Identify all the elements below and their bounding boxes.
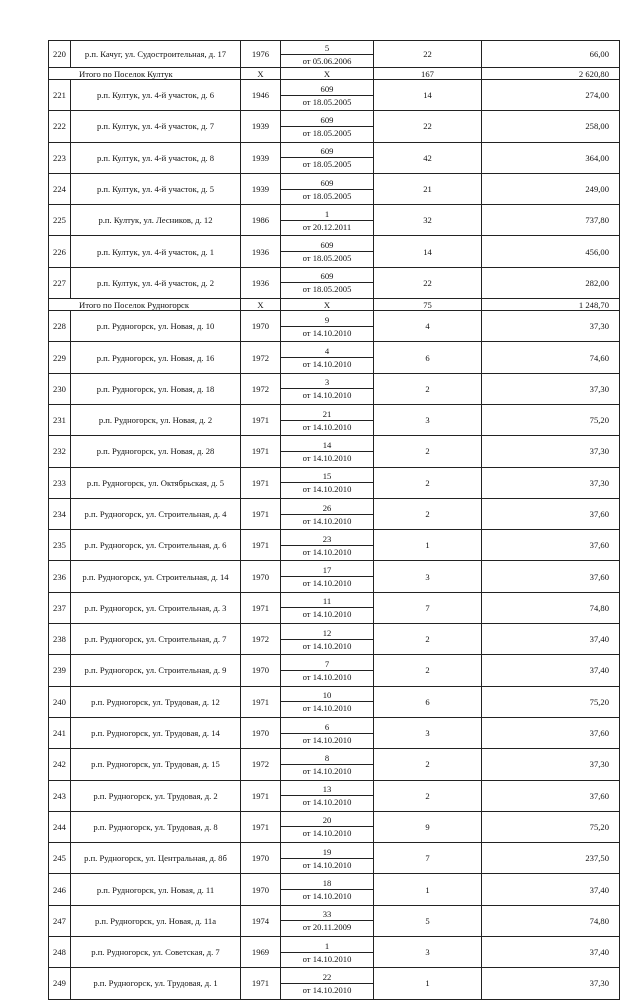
row-number: 245 xyxy=(49,843,71,874)
document-cell xyxy=(281,843,374,874)
build-year: 1972 xyxy=(241,373,281,404)
amount-value: 258,00 xyxy=(482,111,620,142)
document-cell xyxy=(281,404,374,435)
total-row xyxy=(49,299,620,311)
row-number: 224 xyxy=(49,173,71,204)
amount-value: 37,30 xyxy=(482,968,620,999)
document-date: от 14.10.2010 xyxy=(302,452,352,463)
row-number: 230 xyxy=(49,373,71,404)
build-year: 1971 xyxy=(241,811,281,842)
row-number: 227 xyxy=(49,267,71,298)
building-address: р.п. Рудногорск, ул. Октябрьская, д. 5 xyxy=(71,467,241,498)
total-amount: 1 248,70 xyxy=(482,299,620,311)
amount-value: 37,30 xyxy=(482,311,620,342)
amount-value: 75,20 xyxy=(482,686,620,717)
total-count: 75 xyxy=(374,299,482,311)
count-value: 21 xyxy=(374,173,482,204)
document-date: от 20.12.2011 xyxy=(302,221,352,232)
document-cell xyxy=(281,173,374,204)
document-date: от 14.10.2010 xyxy=(302,609,352,620)
building-address: р.п. Рудногорск, ул. Новая, д. 11а xyxy=(71,905,241,936)
table-row xyxy=(49,686,620,717)
document-date: от 14.10.2010 xyxy=(302,421,352,432)
document-number: 11 xyxy=(281,595,373,608)
row-number: 223 xyxy=(49,142,71,173)
document-number: 17 xyxy=(281,564,373,577)
document-date: от 14.10.2010 xyxy=(302,828,352,839)
document-cell xyxy=(281,717,374,748)
table-row xyxy=(49,373,620,404)
amount-value: 249,00 xyxy=(482,173,620,204)
row-number: 247 xyxy=(49,905,71,936)
document-cell xyxy=(281,968,374,999)
amount-value: 37,40 xyxy=(482,937,620,968)
amount-value: 66,00 xyxy=(482,41,620,68)
document-date: от 14.10.2010 xyxy=(302,891,352,902)
document-date: от 18.05.2005 xyxy=(302,253,352,264)
document-number: 5 xyxy=(281,42,373,55)
amount-value: 364,00 xyxy=(482,142,620,173)
row-number: 240 xyxy=(49,686,71,717)
building-address: р.п. Рудногорск, ул. Трудовая, д. 12 xyxy=(71,686,241,717)
row-number: 241 xyxy=(49,717,71,748)
building-address: р.п. Рудногорск, ул. Строительная, д. 7 xyxy=(71,624,241,655)
row-number: 233 xyxy=(49,467,71,498)
document-cell xyxy=(281,937,374,968)
document-date: от 14.10.2010 xyxy=(302,515,352,526)
total-label: Итого по Поселок Рудногорск xyxy=(49,299,241,311)
building-address: р.п. Рудногорск, ул. Строительная, д. 9 xyxy=(71,655,241,686)
document-number: 8 xyxy=(281,752,373,765)
document-number: 7 xyxy=(281,658,373,671)
table-row xyxy=(49,267,620,298)
total-year-mark: X xyxy=(241,68,281,80)
table-row xyxy=(49,173,620,204)
document-number: 1 xyxy=(281,208,373,221)
build-year: 1970 xyxy=(241,561,281,592)
build-year: 1970 xyxy=(241,874,281,905)
document-date: от 14.10.2010 xyxy=(302,671,352,682)
row-number: 221 xyxy=(49,80,71,111)
build-year: 1986 xyxy=(241,205,281,236)
count-value: 14 xyxy=(374,236,482,267)
row-number: 228 xyxy=(49,311,71,342)
table-row xyxy=(49,592,620,623)
table-row xyxy=(49,530,620,561)
building-address: р.п. Рудногорск, ул. Новая, д. 28 xyxy=(71,436,241,467)
building-address: р.п. Рудногорск, ул. Новая, д. 16 xyxy=(71,342,241,373)
document-cell xyxy=(281,142,374,173)
document-date: от 14.10.2010 xyxy=(302,953,352,964)
count-value: 1 xyxy=(374,874,482,905)
build-year: 1970 xyxy=(241,843,281,874)
count-value: 6 xyxy=(374,342,482,373)
document-date: от 14.10.2010 xyxy=(302,703,352,714)
row-number: 246 xyxy=(49,874,71,905)
document-number: 21 xyxy=(281,408,373,421)
table-row xyxy=(49,624,620,655)
document-number: 609 xyxy=(281,239,373,252)
amount-value: 37,60 xyxy=(482,780,620,811)
build-year: 1971 xyxy=(241,530,281,561)
total-count: 167 xyxy=(374,68,482,80)
document-number: 6 xyxy=(281,721,373,734)
building-address: р.п. Рудногорск, ул. Трудовая, д. 8 xyxy=(71,811,241,842)
building-address: р.п. Култук, ул. 4-й участок, д. 7 xyxy=(71,111,241,142)
count-value: 3 xyxy=(374,937,482,968)
table-row xyxy=(49,41,620,68)
count-value: 7 xyxy=(374,843,482,874)
count-value: 1 xyxy=(374,530,482,561)
build-year: 1969 xyxy=(241,937,281,968)
row-number: 242 xyxy=(49,749,71,780)
amount-value: 75,20 xyxy=(482,404,620,435)
table-row xyxy=(49,811,620,842)
document-number: 14 xyxy=(281,439,373,452)
document-date: от 18.05.2005 xyxy=(302,190,352,201)
document-cell xyxy=(281,624,374,655)
table-row xyxy=(49,498,620,529)
build-year: 1970 xyxy=(241,311,281,342)
build-year: 1972 xyxy=(241,749,281,780)
amount-value: 75,20 xyxy=(482,811,620,842)
count-value: 14 xyxy=(374,80,482,111)
registry-table-body xyxy=(49,41,620,1000)
row-number: 229 xyxy=(49,342,71,373)
document-date: от 14.10.2010 xyxy=(302,578,352,589)
row-number: 237 xyxy=(49,592,71,623)
row-number: 248 xyxy=(49,937,71,968)
document-cell xyxy=(281,655,374,686)
amount-value: 74,80 xyxy=(482,592,620,623)
document-number: 23 xyxy=(281,533,373,546)
table-row xyxy=(49,717,620,748)
row-number: 236 xyxy=(49,561,71,592)
document-cell xyxy=(281,80,374,111)
building-address: р.п. Рудногорск, ул. Новая, д. 18 xyxy=(71,373,241,404)
document-cell xyxy=(281,267,374,298)
document-cell xyxy=(281,905,374,936)
build-year: 1939 xyxy=(241,173,281,204)
build-year: 1971 xyxy=(241,780,281,811)
amount-value: 37,60 xyxy=(482,498,620,529)
building-address: р.п. Култук, ул. 4-й участок, д. 2 xyxy=(71,267,241,298)
building-address: р.п. Рудногорск, ул. Строительная, д. 14 xyxy=(71,561,241,592)
row-number: 249 xyxy=(49,968,71,999)
amount-value: 274,00 xyxy=(482,80,620,111)
amount-value: 37,30 xyxy=(482,373,620,404)
document-number: 609 xyxy=(281,114,373,127)
table-row xyxy=(49,80,620,111)
document-number: 20 xyxy=(281,814,373,827)
document-cell xyxy=(281,530,374,561)
table-row xyxy=(49,905,620,936)
total-doc-mark: X xyxy=(281,299,374,311)
table-row xyxy=(49,236,620,267)
building-address: р.п. Рудногорск, ул. Трудовая, д. 15 xyxy=(71,749,241,780)
amount-value: 37,40 xyxy=(482,874,620,905)
document-date: от 18.05.2005 xyxy=(302,159,352,170)
count-value: 6 xyxy=(374,686,482,717)
document-cell xyxy=(281,373,374,404)
document-number: 13 xyxy=(281,783,373,796)
table-row xyxy=(49,968,620,999)
amount-value: 37,60 xyxy=(482,717,620,748)
document-number: 4 xyxy=(281,345,373,358)
document-cell xyxy=(281,467,374,498)
document-number: 10 xyxy=(281,689,373,702)
document-number: 18 xyxy=(281,877,373,890)
document-number: 15 xyxy=(281,470,373,483)
amount-value: 74,60 xyxy=(482,342,620,373)
building-address: р.п. Рудногорск, ул. Новая, д. 10 xyxy=(71,311,241,342)
count-value: 4 xyxy=(374,311,482,342)
table-row xyxy=(49,404,620,435)
document-number: 609 xyxy=(281,270,373,283)
amount-value: 737,80 xyxy=(482,205,620,236)
document-date: от 14.10.2010 xyxy=(302,640,352,651)
building-address: р.п. Рудногорск, ул. Трудовая, д. 14 xyxy=(71,717,241,748)
build-year: 1972 xyxy=(241,342,281,373)
document-date: от 14.10.2010 xyxy=(302,359,352,370)
table-row xyxy=(49,142,620,173)
amount-value: 456,00 xyxy=(482,236,620,267)
document-cell xyxy=(281,498,374,529)
building-address: р.п. Култук, ул. 4-й участок, д. 5 xyxy=(71,173,241,204)
total-amount: 2 620,80 xyxy=(482,68,620,80)
build-year: 1946 xyxy=(241,80,281,111)
building-address: р.п. Рудногорск, ул. Строительная, д. 3 xyxy=(71,592,241,623)
document-cell xyxy=(281,342,374,373)
table-row xyxy=(49,436,620,467)
count-value: 5 xyxy=(374,905,482,936)
amount-value: 37,40 xyxy=(482,624,620,655)
table-row xyxy=(49,205,620,236)
count-value: 22 xyxy=(374,111,482,142)
build-year: 1971 xyxy=(241,436,281,467)
table-row xyxy=(49,561,620,592)
build-year: 1972 xyxy=(241,624,281,655)
total-label: Итого по Поселок Култук xyxy=(49,68,241,80)
document-number: 609 xyxy=(281,145,373,158)
table-row xyxy=(49,342,620,373)
document-number: 22 xyxy=(281,971,373,984)
building-address: р.п. Рудногорск, ул. Трудовая, д. 1 xyxy=(71,968,241,999)
amount-value: 37,30 xyxy=(482,467,620,498)
count-value: 2 xyxy=(374,655,482,686)
count-value: 7 xyxy=(374,592,482,623)
document-cell xyxy=(281,686,374,717)
document-date: от 14.10.2010 xyxy=(302,484,352,495)
document-number: 19 xyxy=(281,846,373,859)
document-number: 33 xyxy=(281,908,373,921)
document-number: 1 xyxy=(281,940,373,953)
document-date: от 14.10.2010 xyxy=(302,734,352,745)
document-date: от 14.10.2010 xyxy=(302,390,352,401)
count-value: 3 xyxy=(374,404,482,435)
build-year: 1970 xyxy=(241,717,281,748)
count-value: 3 xyxy=(374,561,482,592)
building-address: р.п. Качуг, ул. Судостроительная, д. 17 xyxy=(71,41,241,68)
count-value: 9 xyxy=(374,811,482,842)
amount-value: 237,50 xyxy=(482,843,620,874)
count-value: 42 xyxy=(374,142,482,173)
table-row xyxy=(49,843,620,874)
building-address: р.п. Рудногорск, ул. Центральная, д. 8б xyxy=(71,843,241,874)
build-year: 1939 xyxy=(241,142,281,173)
row-number: 220 xyxy=(49,41,71,68)
build-year: 1936 xyxy=(241,267,281,298)
document-cell xyxy=(281,311,374,342)
count-value: 2 xyxy=(374,498,482,529)
document-date: от 05.06.2006 xyxy=(302,55,352,66)
document-date: от 14.10.2010 xyxy=(302,765,352,776)
document-number: 609 xyxy=(281,83,373,96)
document-date: от 18.05.2005 xyxy=(302,284,352,295)
build-year: 1971 xyxy=(241,968,281,999)
document-cell xyxy=(281,749,374,780)
document-number: 26 xyxy=(281,502,373,515)
amount-value: 37,30 xyxy=(482,436,620,467)
document-date: от 18.05.2005 xyxy=(302,96,352,107)
build-year: 1971 xyxy=(241,404,281,435)
count-value: 2 xyxy=(374,467,482,498)
table-row xyxy=(49,467,620,498)
row-number: 238 xyxy=(49,624,71,655)
table-row xyxy=(49,937,620,968)
table-row xyxy=(49,780,620,811)
count-value: 2 xyxy=(374,373,482,404)
row-number: 222 xyxy=(49,111,71,142)
amount-value: 37,30 xyxy=(482,749,620,780)
amount-value: 282,00 xyxy=(482,267,620,298)
document-date: от 18.05.2005 xyxy=(302,127,352,138)
row-number: 225 xyxy=(49,205,71,236)
build-year: 1970 xyxy=(241,655,281,686)
document-number: 609 xyxy=(281,177,373,190)
total-row xyxy=(49,68,620,80)
amount-value: 74,80 xyxy=(482,905,620,936)
building-address: р.п. Рудногорск, ул. Советская, д. 7 xyxy=(71,937,241,968)
count-value: 3 xyxy=(374,717,482,748)
building-address: р.п. Рудногорск, ул. Новая, д. 2 xyxy=(71,404,241,435)
count-value: 2 xyxy=(374,624,482,655)
build-year: 1974 xyxy=(241,905,281,936)
build-year: 1936 xyxy=(241,236,281,267)
building-address: р.п. Култук, ул. 4-й участок, д. 8 xyxy=(71,142,241,173)
count-value: 1 xyxy=(374,968,482,999)
document-cell xyxy=(281,780,374,811)
building-address: р.п. Култук, ул. Лесников, д. 12 xyxy=(71,205,241,236)
amount-value: 37,60 xyxy=(482,530,620,561)
row-number: 226 xyxy=(49,236,71,267)
document-cell xyxy=(281,41,374,68)
amount-value: 37,40 xyxy=(482,655,620,686)
building-address: р.п. Рудногорск, ул. Новая, д. 11 xyxy=(71,874,241,905)
document-cell xyxy=(281,236,374,267)
build-year: 1971 xyxy=(241,467,281,498)
count-value: 32 xyxy=(374,205,482,236)
row-number: 244 xyxy=(49,811,71,842)
document-date: от 14.10.2010 xyxy=(302,984,352,995)
document-cell xyxy=(281,205,374,236)
build-year: 1939 xyxy=(241,111,281,142)
document-date: от 14.10.2010 xyxy=(302,859,352,870)
row-number: 234 xyxy=(49,498,71,529)
build-year: 1971 xyxy=(241,592,281,623)
table-row xyxy=(49,874,620,905)
total-doc-mark: X xyxy=(281,68,374,80)
building-address: р.п. Култук, ул. 4-й участок, д. 1 xyxy=(71,236,241,267)
building-address: р.п. Рудногорск, ул. Строительная, д. 6 xyxy=(71,530,241,561)
row-number: 231 xyxy=(49,404,71,435)
document-number: 12 xyxy=(281,627,373,640)
total-year-mark: X xyxy=(241,299,281,311)
count-value: 2 xyxy=(374,749,482,780)
building-address: р.п. Култук, ул. 4-й участок, д. 6 xyxy=(71,80,241,111)
document-date: от 20.11.2009 xyxy=(302,922,352,933)
row-number: 239 xyxy=(49,655,71,686)
building-address: р.п. Рудногорск, ул. Строительная, д. 4 xyxy=(71,498,241,529)
document-number: 3 xyxy=(281,376,373,389)
row-number: 243 xyxy=(49,780,71,811)
document-cell xyxy=(281,811,374,842)
count-value: 2 xyxy=(374,436,482,467)
building-address: р.п. Рудногорск, ул. Трудовая, д. 2 xyxy=(71,780,241,811)
row-number: 232 xyxy=(49,436,71,467)
document-cell xyxy=(281,436,374,467)
table-row xyxy=(49,655,620,686)
registry-table xyxy=(48,40,620,1000)
build-year: 1971 xyxy=(241,498,281,529)
document-cell xyxy=(281,874,374,905)
document-date: от 14.10.2010 xyxy=(302,327,352,338)
document-date: от 14.10.2010 xyxy=(302,546,352,557)
table-row xyxy=(49,311,620,342)
document-cell xyxy=(281,111,374,142)
row-number: 235 xyxy=(49,530,71,561)
document-cell xyxy=(281,592,374,623)
count-value: 2 xyxy=(374,780,482,811)
count-value: 22 xyxy=(374,41,482,68)
document-date: от 14.10.2010 xyxy=(302,797,352,808)
build-year: 1976 xyxy=(241,41,281,68)
count-value: 22 xyxy=(374,267,482,298)
document-cell xyxy=(281,561,374,592)
document-number: 9 xyxy=(281,314,373,327)
table-row xyxy=(49,111,620,142)
table-row xyxy=(49,749,620,780)
amount-value: 37,60 xyxy=(482,561,620,592)
build-year: 1971 xyxy=(241,686,281,717)
